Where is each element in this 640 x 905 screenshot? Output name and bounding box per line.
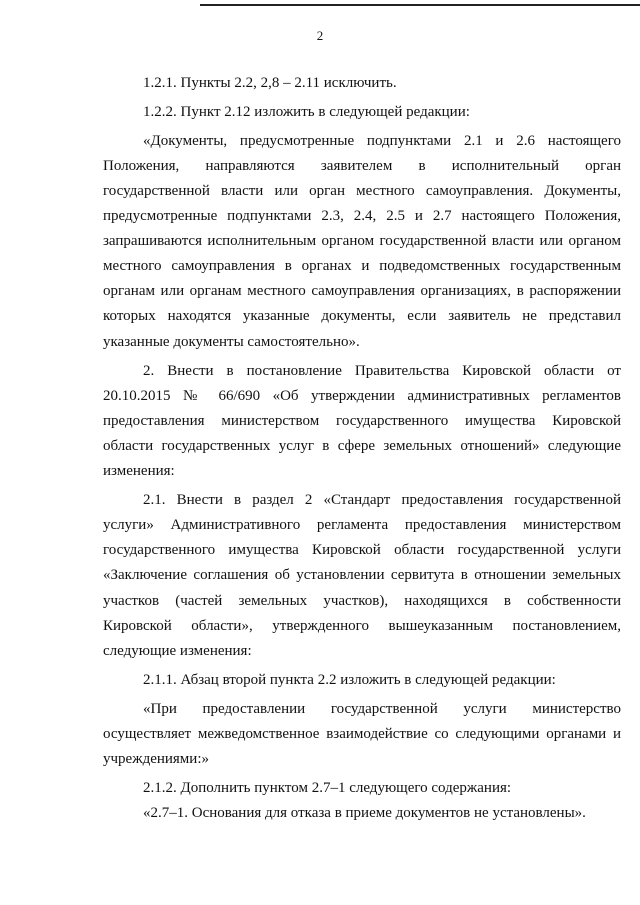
text-line: Положения, направляются заявителем в исполнительный орган xyxy=(103,158,621,174)
text-line: предоставления министерством государственного имущества Кировской xyxy=(103,413,621,429)
text-line: «Заключение соглашения об установлении сервитута в отношении земельных xyxy=(103,567,621,583)
text-line: государственного имущества Кировской области государственной услуги xyxy=(103,542,621,558)
text-line: следующие изменения: xyxy=(103,643,252,659)
text-line: государственной власти или орган местного самоуправления. Документы, xyxy=(103,183,621,199)
top-border-rule xyxy=(200,4,640,6)
text-line: Кировской области», утвержденного вышеуказанным постановлением, xyxy=(103,618,621,634)
text-line: 2.1.1. Абзац второй пункта 2.2 изложить в следующей редакции: xyxy=(143,672,556,688)
text-line: указанные документы самостоятельно». xyxy=(103,334,360,350)
text-line: 1.2.2. Пункт 2.12 изложить в следующей редакции: xyxy=(143,104,470,120)
text-line: местного самоуправления в органах и подведомственных государственным xyxy=(103,258,621,274)
text-line: услуги» Административного регламента предоставления министерством xyxy=(103,517,621,533)
text-line: предусмотренные подпунктами 2.3, 2.4, 2.5 и 2.7 настоящего Положения, xyxy=(103,208,621,224)
text-line: запрашиваются исполнительным органом государственной власти или органом xyxy=(103,233,621,249)
text-line: «Документы, предусмотренные подпунктами 2.1 и 2.6 настоящего xyxy=(143,133,621,149)
text-line: изменения: xyxy=(103,463,175,479)
text-line: «При предоставлении государственной услуги министерство xyxy=(143,701,621,717)
text-line: 2. Внести в постановление Правительства Кировской области от xyxy=(143,363,621,379)
text-line: которых находятся указанные документы, если заявитель не представил xyxy=(103,308,621,324)
text-line: органам или органам местного самоуправления организациях, в распоряжении xyxy=(103,283,621,299)
text-line: участков (частей земельных участков), находящихся в собственности xyxy=(103,593,621,609)
text-line: области государственных услуг в сфере земельных отношений» следующие xyxy=(103,438,621,454)
page-number: 2 xyxy=(316,28,324,43)
text-line: 20.10.2015 № 66/690 «Об утверждении административных регламентов xyxy=(103,388,621,404)
text-line: 2.1. Внести в раздел 2 «Стандарт предоставления государственной xyxy=(143,492,621,508)
text-line: «2.7–1. Основания для отказа в приеме документов не установлены». xyxy=(143,805,586,821)
text-line: 1.2.1. Пункты 2.2, 2,8 – 2.11 исключить. xyxy=(143,75,397,91)
text-line: осуществляет межведомственное взаимодействие со следующими органами и xyxy=(103,726,621,742)
text-line: учреждениями:» xyxy=(103,751,209,767)
text-line: 2.1.2. Дополнить пунктом 2.7–1 следующего содержания: xyxy=(143,780,512,796)
